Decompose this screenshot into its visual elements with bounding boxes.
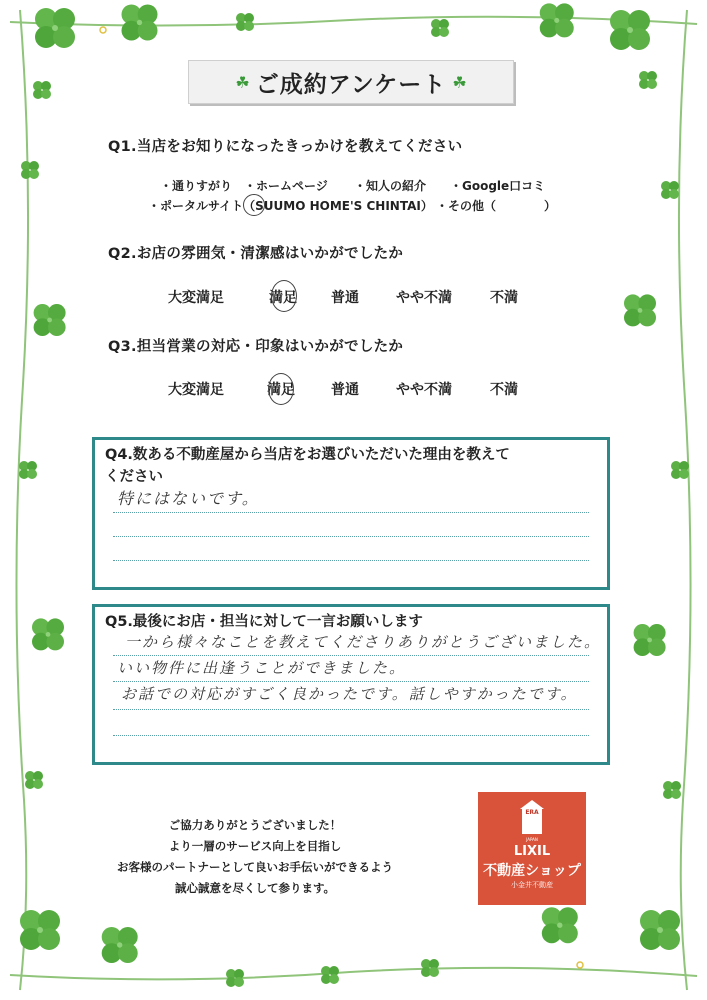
rating-option: 普通 bbox=[331, 290, 359, 306]
q3-question: Q3.担当営業の対応・印象はいかがでしたか bbox=[108, 339, 404, 355]
q5-handwritten-line: 一から様々なことを教えてくださりありがとうございました。 bbox=[125, 633, 602, 651]
rating-option: 不満 bbox=[490, 382, 518, 398]
q1-option: ・その他（ ） bbox=[436, 199, 557, 213]
rating-option: 大変満足 bbox=[168, 290, 224, 306]
answer-line bbox=[113, 681, 589, 682]
selection-circle bbox=[243, 194, 265, 216]
q5-handwritten-line: いい物件に出逢うことができました。 bbox=[117, 659, 407, 677]
thanks-line: 誠心誠意を尽くして参ります。 bbox=[174, 881, 336, 895]
q5-question: Q5.最後にお店・担当に対して一言お願いします bbox=[105, 614, 423, 630]
rating-option: 満足 bbox=[267, 382, 295, 398]
thanks-line: より一層のサービス向上を目指し bbox=[168, 839, 342, 853]
rating-option: やや不満 bbox=[396, 382, 452, 398]
q4-question bbox=[105, 444, 510, 488]
selection-circle bbox=[268, 373, 294, 405]
rating-option: 不満 bbox=[490, 290, 518, 306]
thanks-line: お客様のパートナーとして良いお手伝いができるよう bbox=[117, 860, 393, 874]
q1-option: ・Google口コミ bbox=[450, 179, 546, 193]
q1-option: ・知人の紹介 bbox=[354, 179, 427, 193]
q5-handwritten-line: お話での対応がすごく良かったです。話しやすかったです。 bbox=[121, 685, 578, 703]
selection-circle bbox=[271, 280, 297, 312]
q5-answer-box bbox=[92, 604, 610, 765]
era-house-icon: ERA bbox=[522, 808, 542, 834]
brand-name: LIXIL bbox=[513, 844, 551, 859]
answer-line bbox=[113, 512, 589, 513]
survey-title: ご成約アンケート bbox=[255, 71, 447, 98]
era-sub-label: JAPAN bbox=[526, 837, 538, 842]
answer-line bbox=[113, 735, 589, 736]
rating-option: 満足 bbox=[269, 290, 297, 306]
rating-option: 大変満足 bbox=[168, 382, 224, 398]
q4-handwritten-answer: 特にはないです。 bbox=[117, 489, 260, 508]
clover-icon: ☘ bbox=[235, 72, 250, 92]
q4-question-line1: Q4.数ある不動産屋から当店をお選びいただいた理由を教えて bbox=[105, 447, 510, 463]
answer-line bbox=[113, 536, 589, 537]
thank-you-message bbox=[90, 815, 420, 899]
rating-option: やや不満 bbox=[396, 290, 452, 306]
q2-ratings bbox=[0, 287, 707, 307]
answer-line bbox=[113, 655, 589, 656]
q1-option: ・ホームページ bbox=[244, 179, 328, 193]
q3-ratings bbox=[0, 379, 707, 399]
lixil-shop-logo bbox=[478, 792, 586, 905]
clover-icon: ☘ bbox=[452, 72, 467, 92]
q4-question-line2: ください bbox=[105, 469, 163, 485]
q1-option: ・通りすがり bbox=[160, 179, 233, 193]
thanks-line: ご協力ありがとうございました！ bbox=[168, 818, 342, 832]
q4-answer-box bbox=[92, 437, 610, 590]
answer-line bbox=[113, 709, 589, 710]
survey-title-box bbox=[188, 60, 514, 104]
answer-line bbox=[113, 560, 589, 561]
shop-name: 不動産ショップ bbox=[483, 863, 581, 879]
q1-option: ・ポータルサイト（SUUMO HOME'S CHINTAI） bbox=[148, 199, 433, 213]
q2-question: Q2.お店の雰囲気・清潔感はいかがでしたか bbox=[108, 246, 404, 262]
q1-question: Q1.当店をお知りになったきっかけを教えてください bbox=[108, 139, 463, 155]
branch-name: 小金井不動産 bbox=[511, 881, 553, 889]
rating-option: 普通 bbox=[331, 382, 359, 398]
